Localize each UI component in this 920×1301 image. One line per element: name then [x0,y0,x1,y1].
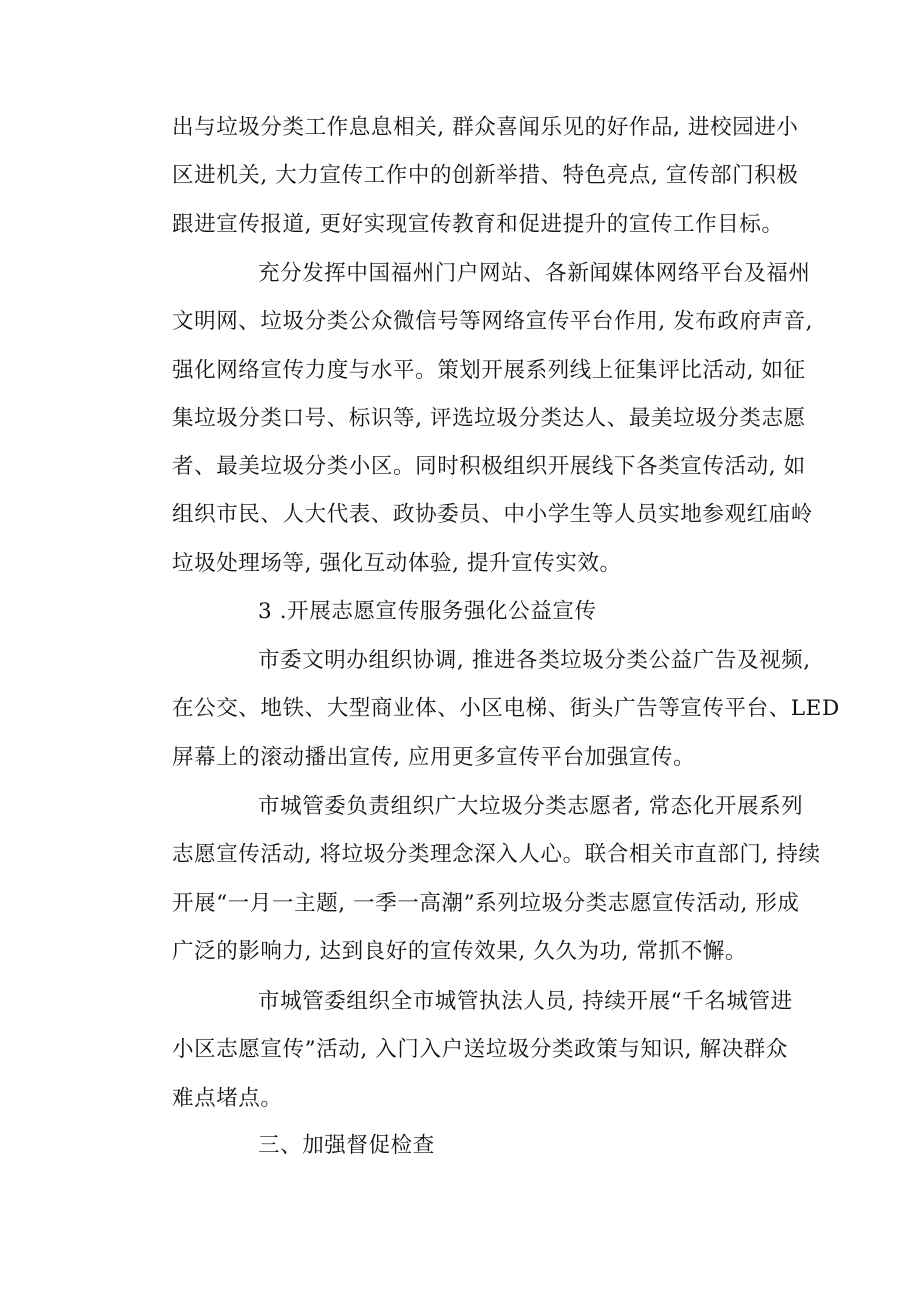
text-line: 强化网络宣传力度与水平。策划开展系列线上征集评比活动, 如征 [172,357,806,383]
text-line: 出与垃圾分类工作息息相关, 群众喜闻乐见的好作品, 进校园进小 [172,115,799,140]
text-line: 在公交、地铁、大型商业体、小区电梯、街头广告等宣传平台、LED [172,696,840,722]
text-line: 文明网、垃圾分类公众微信号等网络宣传平台作用, 发布政府声音, [172,309,814,335]
text-line: 市城管委组织全市城管执法人员, 持续开展“千名城管进 [258,989,793,1014]
text-line: 区进机关, 大力宣传工作中的创新举措、特色亮点, 宣传部门积极 [172,163,799,189]
text-line: 者、最美垃圾分类小区。同时积极组织开展线下各类宣传活动, 如 [172,454,806,480]
paragraph-promotion-goals [172,104,799,249]
text-line: 三、加强督促检查 [258,1133,435,1158]
text-line: 垃圾处理场等, 强化互动体验, 提升宣传实效。 [172,550,622,576]
text-line: 小区志愿宣传”活动, 入门入户送垃圾分类政策与知识, 解决群众 [172,1037,788,1063]
text-line: 市委文明办组织协调, 推进各类垃圾分类公益广告及视频, [258,648,811,673]
text-line: 3 .开展志愿宣传服务强化公益宣传 [258,599,597,624]
text-line: 难点堵点。 [172,1085,283,1111]
text-line: 充分发挥中国福州门户网站、各新闻媒体网络平台及福州 [258,261,811,286]
section-heading-volunteer-publicity [172,588,772,636]
text-line: 集垃圾分类口号、标识等, 评选垃圾分类达人、最美垃圾分类志愿 [172,405,806,431]
paragraph-public-ads [172,637,840,782]
text-line: 开展“一月一主题, 一季一高潮”系列垃圾分类志愿宣传活动, 形成 [172,890,800,916]
paragraph-online-platforms [172,250,814,588]
text-line: 志愿宣传活动, 将垃圾分类理念深入人心。联合相关市直部门, 持续 [172,842,821,868]
text-line: 组织市民、人大代表、政协委员、中小学生等人员实地参观红庙岭 [172,502,813,528]
text-line: 屏幕上的滚动播出宣传, 应用更多宣传平台加强宣传。 [172,744,696,770]
paragraph-volunteers [172,783,821,976]
text-line: 广泛的影响力, 达到良好的宣传效果, 久久为功, 常抓不懈。 [172,938,748,964]
text-line: 跟进宣传报道, 更好实现宣传教育和促进提升的宣传工作目标。 [172,211,784,237]
paragraph-law-enforcement [172,978,793,1123]
text-line: 市城管委负责组织广大垃圾分类志愿者, 常态化开展系列 [258,794,804,819]
section-heading-supervision [172,1122,772,1170]
